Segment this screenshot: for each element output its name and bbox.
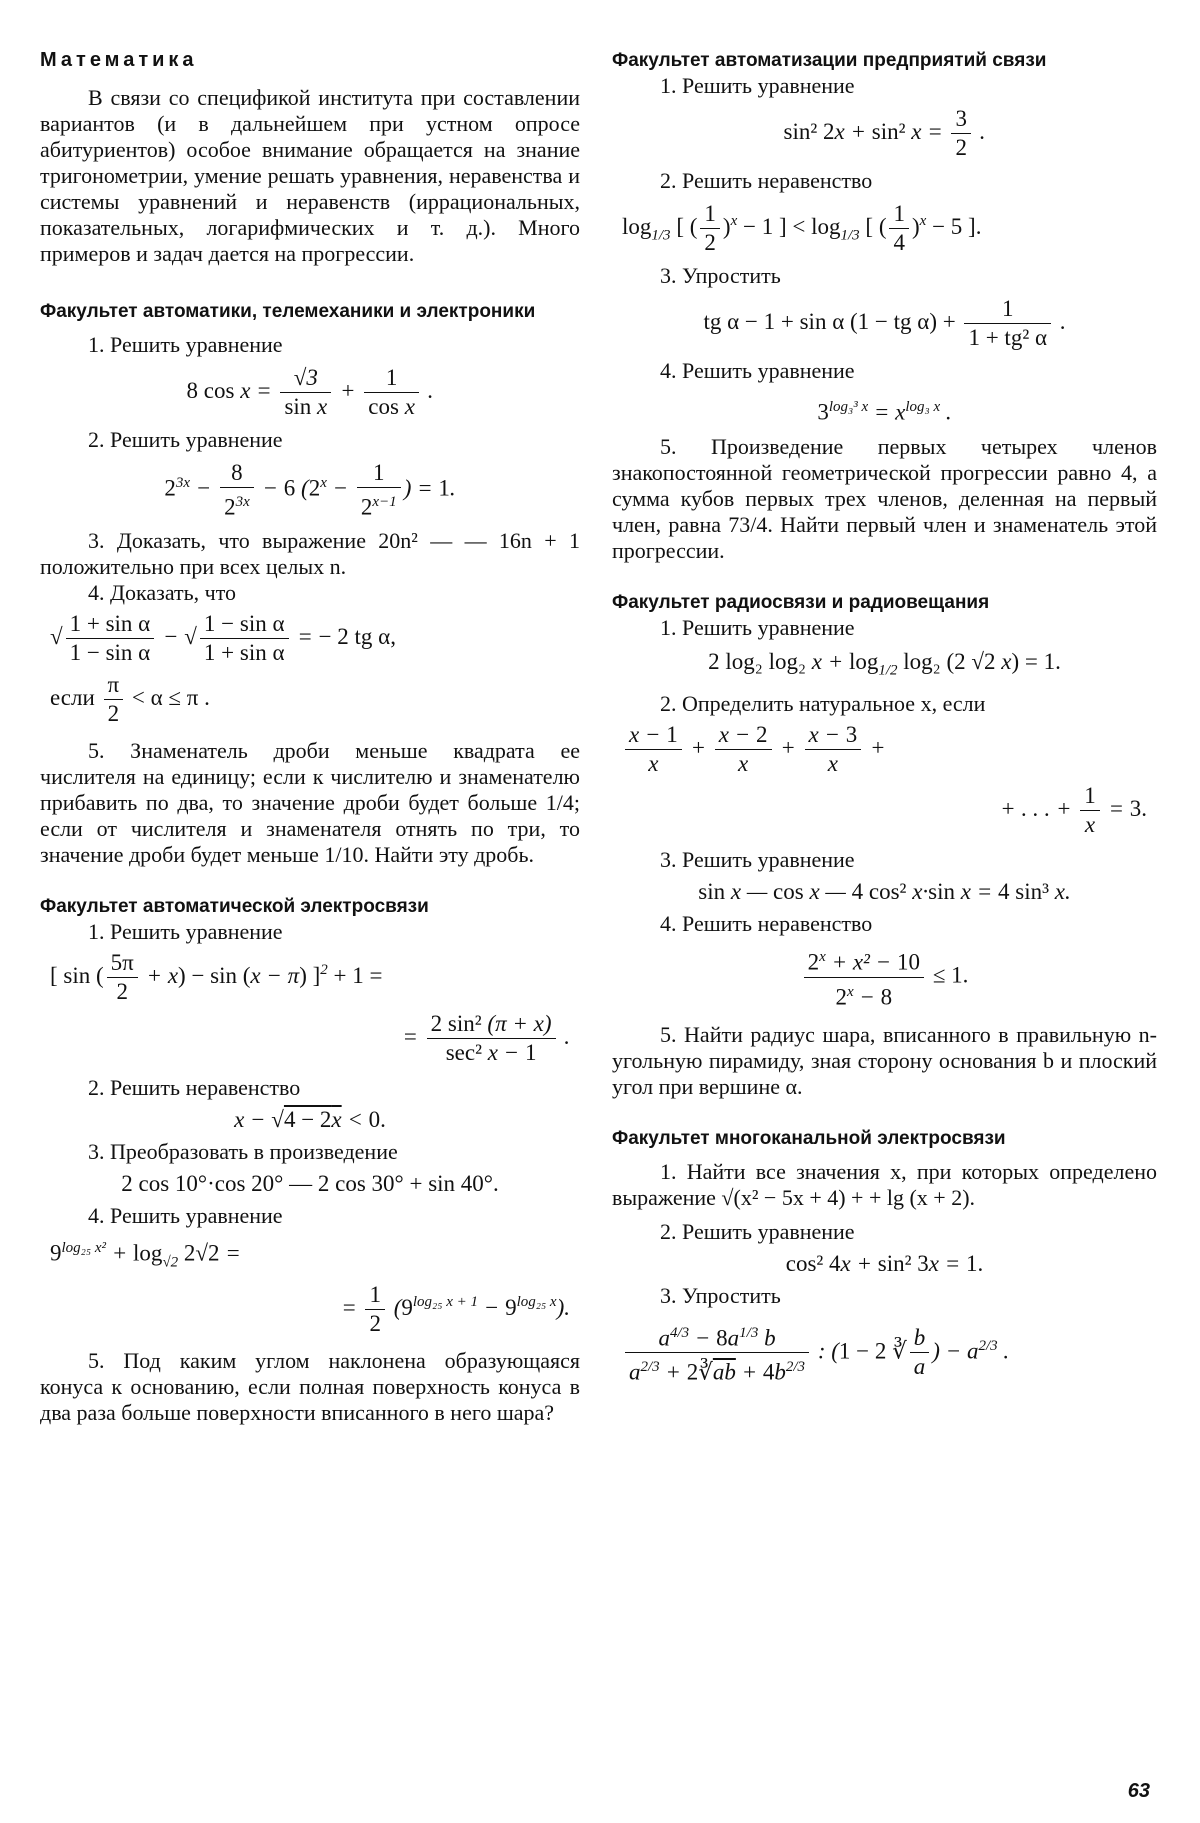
problem-text: 1. Решить уравнение [88, 918, 283, 944]
formula: 2 log₂ log₂ $x + \log_{1/2} \log_2$ (2 √2 x) = 1. [708, 648, 1061, 679]
problem-text: 5. Найти радиус шара, вписанного в правильную n-угольную пирамиду, зная сторону основания b и плоский угол при вершине α. [612, 1021, 1157, 1099]
problem-text: 1. Решить уравнение [88, 332, 283, 357]
formula: $9^{log_{25} x^2} + \log_{√2} 2√2$ = [50, 1239, 241, 1270]
problem-text: 5. Знаменатель дроби меньше квадрата ее числителя на единицу; если к числителю и знаменателю прибавить по два, то значение дроби будет больше 1/4; если от числителя и знаменателя отнять по три, то значение дроби будет меньше 1/10. Найти эту дробь. [40, 737, 580, 867]
problem-text: 3. Упростить [660, 1282, 781, 1308]
problem-text: 1. Решить уравнение [660, 73, 855, 98]
section-title: Математика [40, 49, 198, 71]
formula: tg α − 1 + sin α (1 − tg α) + $\frac{1}{\text{1 + tg² α}}$ . [703, 296, 1066, 350]
formula: = $\frac{\text{2 sin² (π + x)}}{\text{sec² x − 1}}$ . [402, 1010, 570, 1065]
formula: sin² 2x + sin² x = $\frac{3}{2}$ . [783, 106, 986, 160]
problem-text: 4. Доказать, что [88, 579, 237, 605]
formula: x − √4 − 2x < 0. [234, 1106, 386, 1132]
left-column [40, 48, 580, 1426]
formula: $\frac{2^x + x^2 - 10}{2^x - 8}$ ≤ 1. [612, 943, 1157, 1011]
problem-text: 2. Решить уравнение [88, 427, 283, 452]
formula: $3^{log_3^3 x} = x^{log_3 x}$ . [817, 399, 952, 425]
problem-text: 2. Решить неравенство [660, 168, 873, 193]
faculty-heading: Факультет многоканальной электросвязи [612, 1127, 1006, 1149]
problem-text: 5. Произведение первых четырех членов знакопостоянной геометрической прогрессии равно 4, а сумма кубов первых трех членов, деленная на первый член, равна 73/4. Найти первый член и знаменатель этой прогрессии. [612, 433, 1157, 563]
formula: $2^{3x}$ − $\frac{8}{2^{3x}}$ − 6 ($2^x$ − $\frac{1}{2^{x-1}}$ ) = 1. [164, 460, 456, 520]
faculty-heading: Факультет автоматики, телемеханики и электроники [40, 301, 536, 322]
formula: 2 cos 10°·cos 20° — 2 cos 30° + sin 40°. [121, 1170, 499, 1196]
intro-paragraph: В связи со спецификой института при составлении вариантов (и в дальнейшем при устном опросе абитуриентов) особое внимание обращается на знание тригонометрии, умение решать уравнения, неравенства и системы уравнений и неравенств (иррациональных, показательных, логарифмических и т. д.). Много примеров и задач дается на прогрессии. [40, 85, 580, 266]
problem-text: 2. Решить уравнение [660, 1218, 855, 1244]
problem-text: 4. Решить уравнение [88, 1202, 283, 1228]
formula: [ sin ( $\frac{5\pi}{2}$ + x) − sin (x − π) ]$^2$ + 1 = [50, 949, 383, 1004]
formula: cos² 4x + sin² 3x = 1. [785, 1250, 984, 1276]
problem-text: 5. Под каким углом наклонена образующаяся конуса к основанию, если полная поверхность конуса в два раза больше поверхности вписанного в него шара? [40, 1347, 580, 1425]
problem-text: 2. Решить неравенство [88, 1074, 301, 1100]
problem-text: 1. Решить уравнение [660, 614, 855, 640]
problem-text: 3. Преобразовать в произведение [88, 1138, 398, 1164]
problem-text: 1. Найти все значения x, при которых определено выражение √(x² − 5x + 4) + + lg (x + 2). [612, 1158, 1157, 1210]
problem-text: 3. Доказать, что выражение 20n² — — 16n + 1 положительно при всех целых n. [40, 527, 580, 579]
faculty-heading: Факультет автоматической электросвязи [40, 895, 429, 917]
formula: + . . . + $\frac{1}{x}$ = 3. [1000, 783, 1147, 838]
problem-text: 4. Решить неравенство [660, 911, 873, 937]
page-number: 63 [1127, 1780, 1150, 1802]
formula: 8 cos x = $\frac{√3}{\text{sin x}}$ + $\frac{1}{\text{cos x}}$ . [186, 365, 434, 419]
faculty-heading: Факультет радиосвязи и радиовещания [612, 591, 990, 613]
formula-condition: если $\frac{\pi}{2}$ < α ≤ π . [50, 671, 210, 726]
formula: $\log_{1/3}$ [ ( $\frac{1}{2}$ )$^x$ − 1 ] < $\log_{1/3}$ [ ( $\frac{1}{4}$ )$^x$ − 5 ]. [622, 201, 982, 255]
formula: sin x — cos x — 4 cos² x·sin x = 4 sin³ x. [698, 879, 1071, 905]
formula: = $\frac{1}{2}$ $(9^{log_{25} x + 1} - 9^{log_{25} x})$. [341, 1281, 570, 1336]
problem-text: 3. Упростить [660, 263, 781, 288]
right-column [612, 48, 1157, 1397]
formula: $\frac{x - 1}{x}$ + $\frac{x - 2}{x}$ + $\frac{x - 3}{x}$ + [612, 721, 1157, 778]
formula: $\frac{a^{4/3} - 8a^{1/3} b}{a^{2/3} + 2∛\overline{ab} + 4b^{2/3}}$ : (1 − 2 ∛ $\frac{b}{a}$ ) − $a^{2/3}$ . [612, 1319, 1157, 1387]
problem-text: 4. Решить уравнение [660, 358, 855, 383]
problem-text: 3. Решить уравнение [660, 847, 855, 873]
problem-text: 2. Определить натуральное x, если [660, 691, 986, 717]
faculty-heading: Факультет автоматизации предприятий связи [612, 50, 1047, 71]
formula: √ $\frac{\text{1 + sin α}}{\text{1 − sin α}}$ − √ $\frac{\text{1 − sin α}}{\text{1 + sin α}}$ = − 2 tg α, [50, 610, 396, 665]
